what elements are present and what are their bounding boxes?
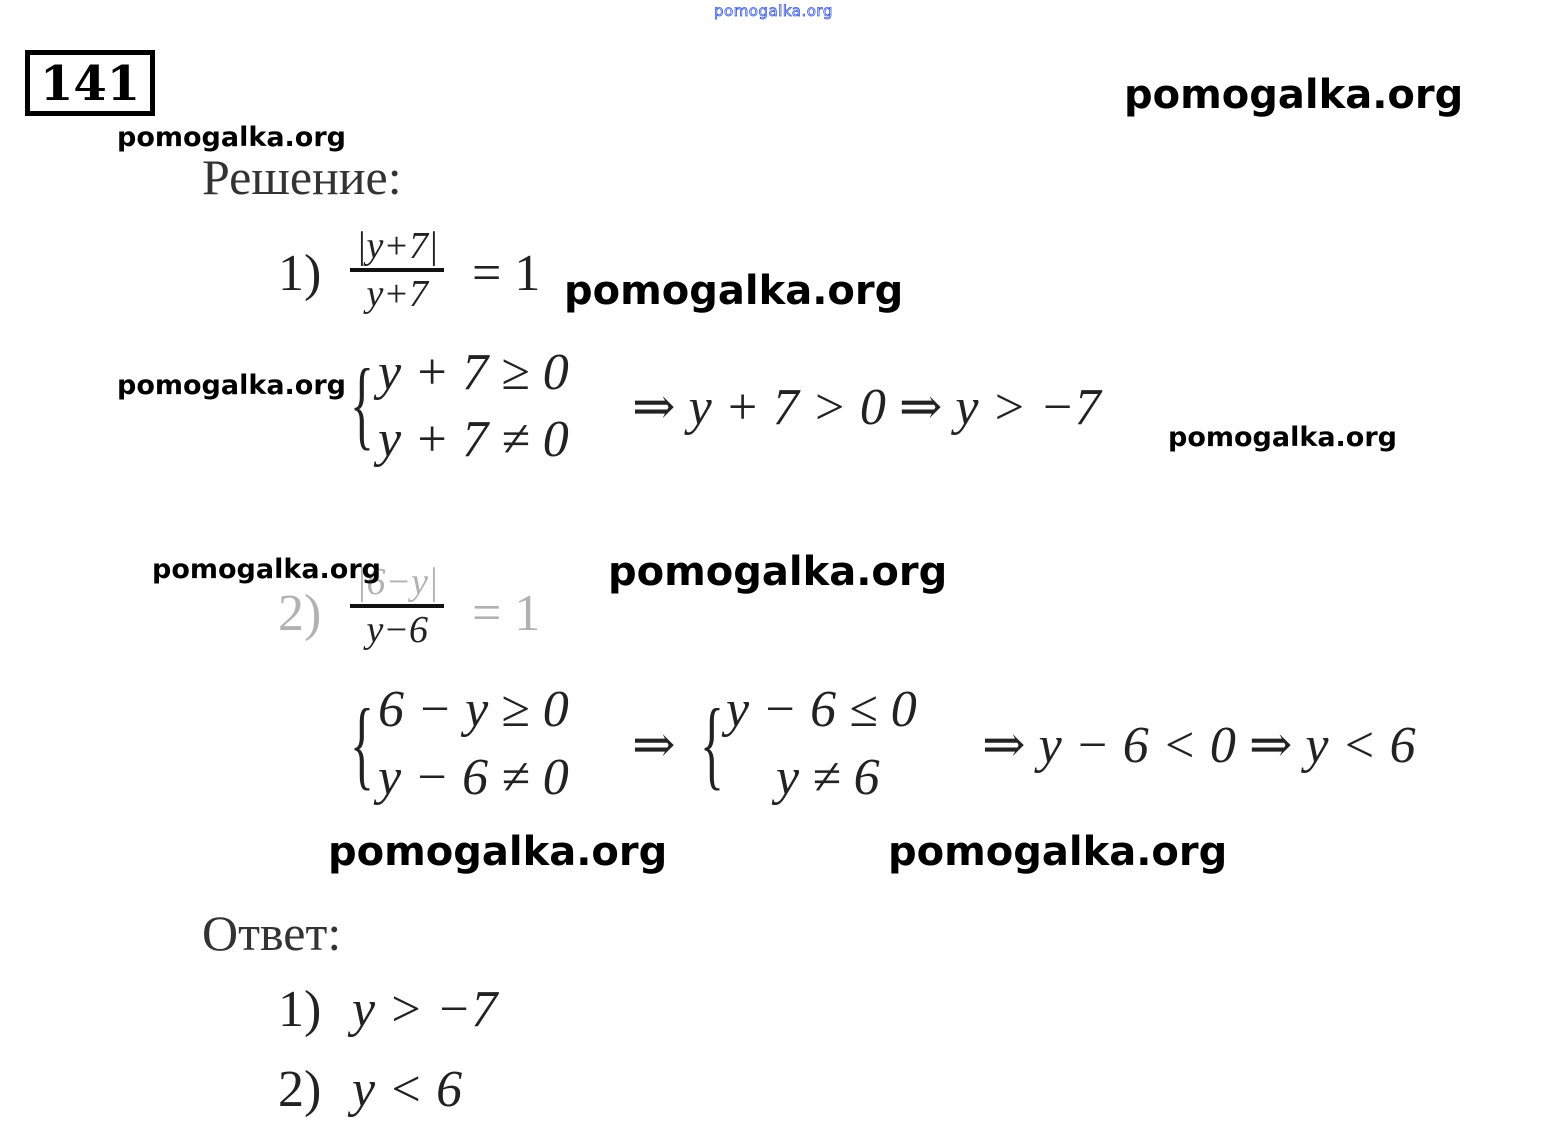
left-brace-icon: { — [350, 688, 374, 799]
part2-conclusion: ⇒ y − 6 < 0 ⇒ y < 6 — [982, 717, 1416, 774]
left-brace-icon: { — [350, 348, 374, 459]
watermark: pomogalka.org — [328, 829, 668, 875]
watermark: pomogalka.org — [564, 268, 904, 314]
answer-2-label: 2) — [278, 1061, 322, 1118]
part1-label: 1) — [278, 245, 322, 302]
part2-fraction-denominator: y−6 — [366, 609, 428, 651]
left-brace-icon: { — [700, 688, 724, 799]
part1-fraction — [350, 226, 444, 314]
part1-equation-rhs: = 1 — [472, 245, 541, 302]
part1-conclusion: ⇒ y + 7 > 0 ⇒ y > −7 — [632, 379, 1101, 436]
watermark: pomogalka.org — [117, 122, 346, 153]
fraction-bar — [350, 268, 444, 272]
watermark: pomogalka.org — [1124, 72, 1464, 118]
part1-fraction-denominator: y+7 — [366, 273, 428, 315]
watermark: pomogalka.org — [1168, 422, 1397, 453]
top-watermark: pomogalka.org — [714, 2, 833, 20]
problem-number: 141 — [25, 50, 155, 116]
part2-fraction — [350, 562, 444, 650]
part2-system2-row1: y − 6 ≤ 0 — [726, 681, 917, 738]
part2-system2-row2: y ≠ 6 — [776, 749, 880, 806]
part2-fraction-numerator: |6−y| — [356, 561, 439, 603]
watermark: pomogalka.org — [152, 554, 381, 585]
answer-2-value: y < 6 — [352, 1061, 463, 1118]
watermark: pomogalka.org — [888, 829, 1228, 875]
watermark: pomogalka.org — [117, 370, 346, 401]
answer-1-value: y > −7 — [352, 981, 498, 1038]
part1-system-row1: y + 7 ≥ 0 — [378, 344, 569, 401]
part2-arrow: ⇒ — [632, 717, 676, 774]
watermark: pomogalka.org — [608, 549, 948, 595]
part2-equation-rhs: = 1 — [472, 585, 541, 642]
answer-heading: Ответ: — [202, 905, 342, 961]
solution-heading: Решение: — [202, 149, 402, 205]
part2-system-row1: 6 − y ≥ 0 — [378, 681, 569, 738]
part1-fraction-numerator: |y+7| — [356, 225, 439, 267]
fraction-bar — [350, 604, 444, 608]
answer-1-label: 1) — [278, 981, 322, 1038]
part2-label: 2) — [278, 585, 322, 642]
part1-system-row2: y + 7 ≠ 0 — [378, 411, 569, 468]
part2-system-row2: y − 6 ≠ 0 — [378, 749, 569, 806]
